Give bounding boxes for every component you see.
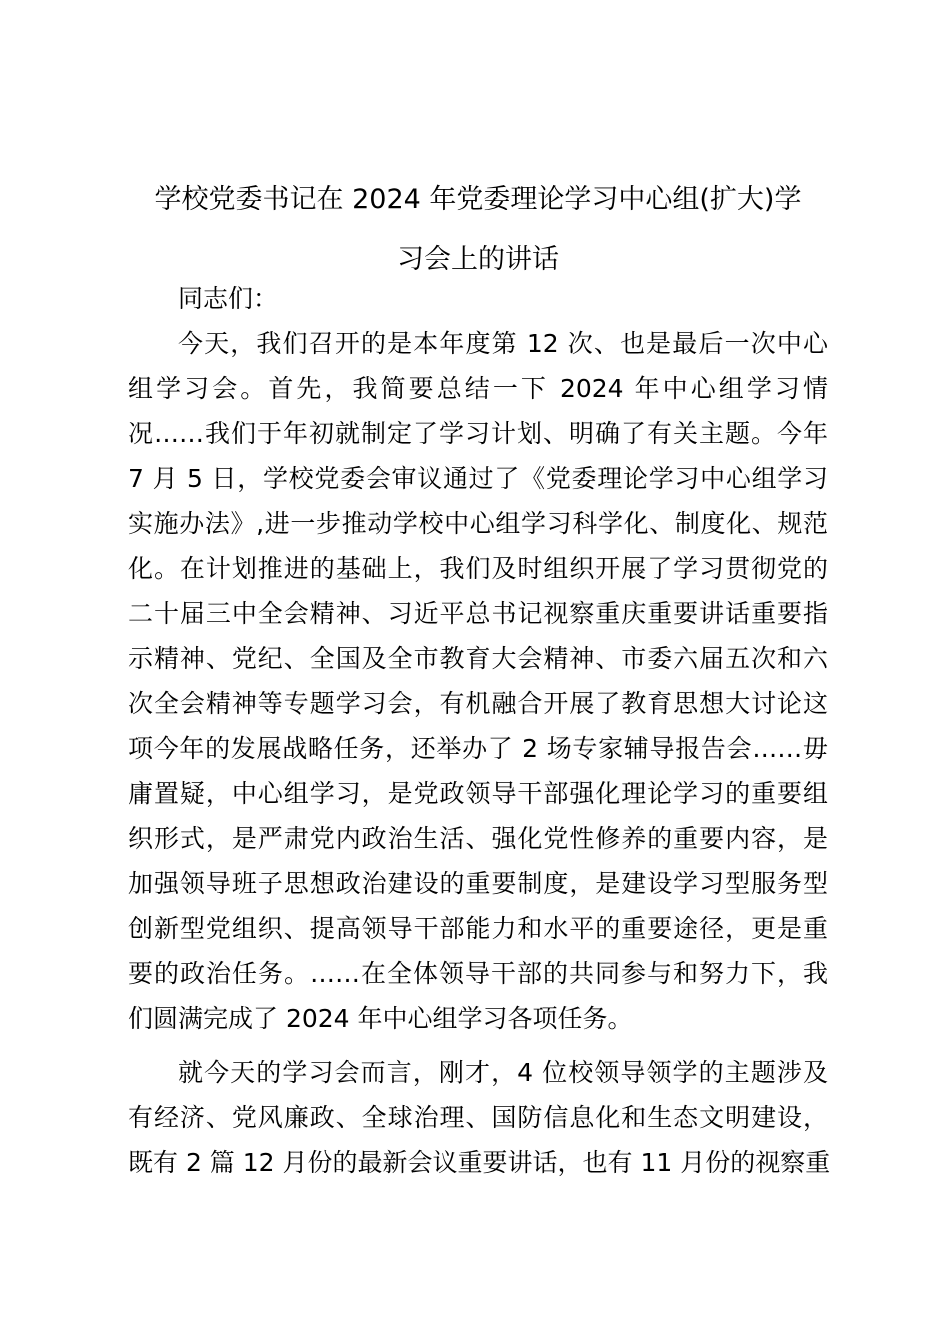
paragraph-line: 7 月 5 日，学校党委会审议通过了《党委理论学习中心组学习 (128, 464, 828, 493)
paragraph-line: 织形式，是严肃党内政治生活、强化党性修养的重要内容，是 (128, 824, 828, 853)
paragraph-line: 组学习会。首先，我简要总结一下 2024 年中心组学习情 (128, 374, 828, 403)
paragraph-line: 们圆满完成了 2024 年中心组学习各项任务。 (128, 1004, 633, 1033)
paragraph-line: 次全会精神等专题学习会，有机融合开展了教育思想大讨论这 (128, 689, 828, 718)
paragraph-line: 庸置疑，中心组学习，是党政领导干部强化理论学习的重要组 (128, 779, 828, 808)
paragraph-line: 况……我们于年初就制定了学习计划、明确了有关主题。今年 (128, 419, 828, 448)
paragraph-line: 化。在计划推进的基础上，我们及时组织开展了学习贯彻党的 (128, 554, 828, 583)
salutation: 同志们： (178, 284, 279, 313)
document-title (128, 170, 828, 290)
paragraph-line: 就今天的学习会而言，刚才，4 位校领导领学的主题涉及 (178, 1058, 828, 1087)
title-line-1: 学校党委书记在 2024 年党委理论学习中心组(扩大)学 (154, 184, 802, 215)
document-body (128, 276, 831, 1185)
paragraph-2 (128, 1050, 831, 1185)
paragraph-line: 创新型党组织、提高领导干部能力和水平的重要途径，更是重 (128, 914, 828, 943)
paragraph-line: 二十届三中全会精神、习近平总书记视察重庆重要讲话重要指 (128, 599, 828, 628)
paragraph-1 (128, 321, 828, 1041)
paragraph-line: 项今年的发展战略任务，还举办了 2 场专家辅导报告会……毋 (128, 734, 828, 763)
paragraph-line: 今天，我们召开的是本年度第 12 次、也是最后一次中心 (178, 329, 828, 358)
title-line-2: 习会上的讲话 (397, 244, 559, 275)
paragraph-line: 要的政治任务。……在全体领导干部的共同参与和努力下，我 (128, 959, 828, 988)
paragraph-line: 示精神、党纪、全国及全市教育大会精神、市委六届五次和六 (128, 644, 828, 673)
paragraph-line: 有经济、党风廉政、全球治理、国防信息化和生态文明建设， (128, 1103, 828, 1132)
paragraph-line: 实施办法》,进一步推动学校中心组学习科学化、制度化、规范 (128, 509, 828, 538)
paragraph-line: 既有 2 篇 12 月份的最新会议重要讲话，也有 11 月份的视察重 (128, 1148, 831, 1177)
paragraph-spacer (128, 1041, 828, 1050)
paragraph-line: 加强领导班子思想政治建设的重要制度，是建设学习型服务型 (128, 869, 828, 898)
